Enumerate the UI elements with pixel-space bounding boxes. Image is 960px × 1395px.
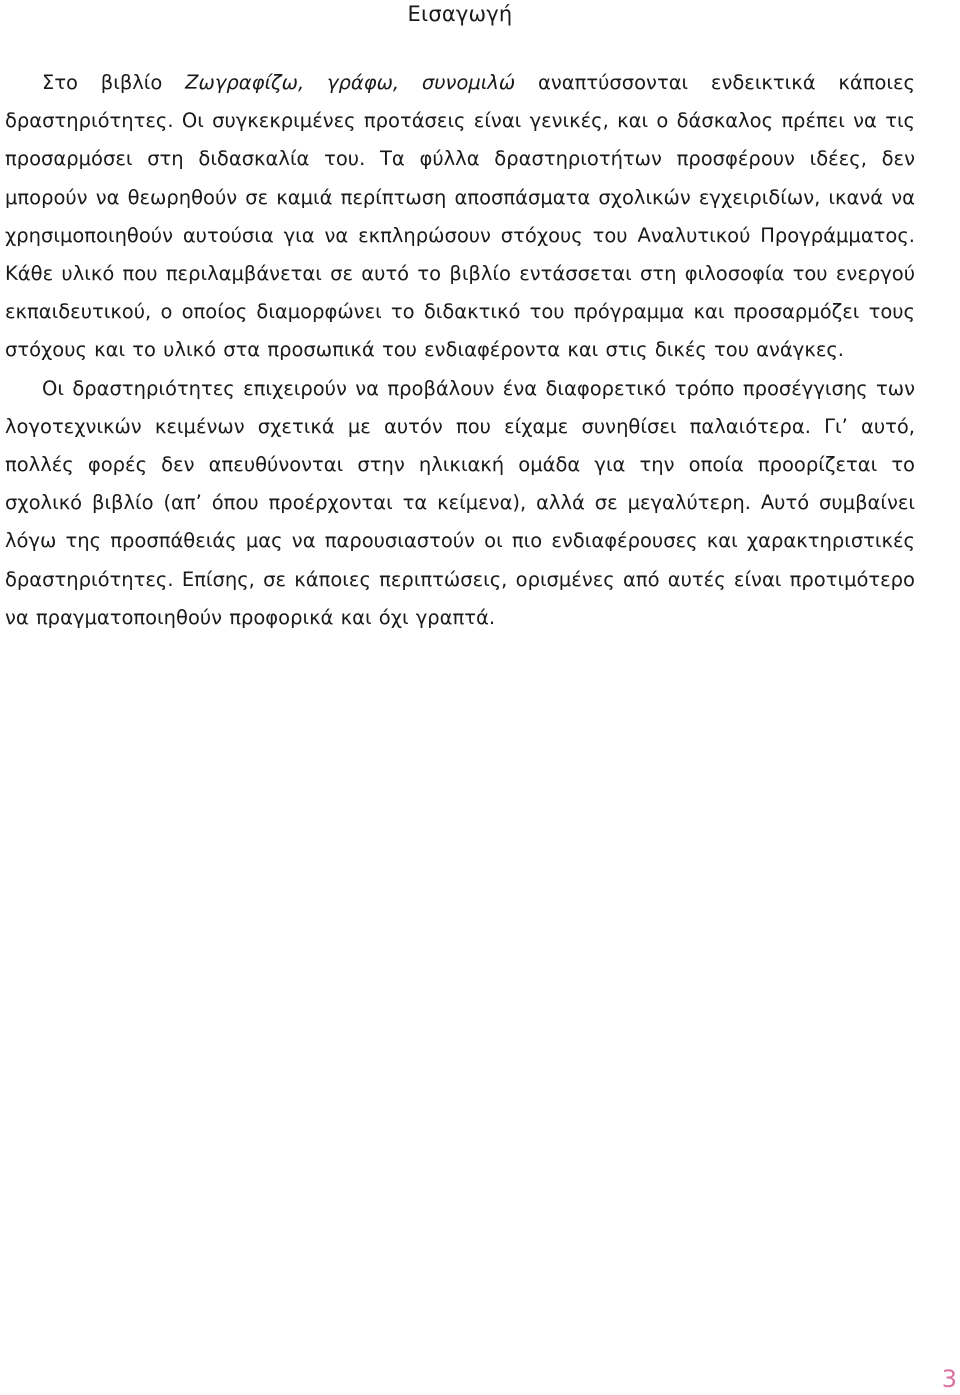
body-text	[5, 64, 915, 637]
paragraph-2: Οι δραστηριότητες επιχειρούν να προβάλουν ένα διαφορετικό τρόπο προσέγγισης των λογοτεχνικών κειμένων σχετικά με αυτόν που είχαμε συνηθίσει παλαιότερα. Γι’ αυτό, πολλές φορές δεν απευθύνονται στην ηλικιακή ομάδα για την οποία προορίζεται το σχολικό βιβλίο (απ’ όπου προέρχονται τα κείμενα), αλλά σε μεγαλύτερη. Αυτό συμβαίνει λόγω της προσπάθειάς μας να παρουσιαστούν οι πιο ενδιαφέρουσες και χαρακτηριστικές δραστηριότητες. Επίσης, σε κάποιες περιπτώσεις, ορισμένες από αυτές είναι προτιμότερο να πραγματοποιηθούν προφορικά και όχι γραπτά.	[5, 376, 915, 629]
paragraph-1-body: αναπτύσσονται ενδεικτικά κάποιες δραστηριότητες. Οι συγκεκριμένες προτάσεις είναι γενικές, και ο δάσκαλος πρέπει να τις προσαρμόσει στη διδασκαλία του. Τα φύλλα δραστηριοτήτων προσφέρουν ιδέες, δεν μπορούν να θεωρηθούν σε καμιά περίπτωση αποσπάσματα σχολικών εγχειριδίων, ικανά να χρησιμοποιηθούν αυτούσια για να εκπληρώσουν στόχους του Αναλυτικού Προγράμματος. Κάθε υλικό που περιλαμβάνεται σε αυτό το βιβλίο εντάσσεται στη φιλοσοφία του ενεργού εκπαιδευτικού, ο οποίος διαμορφώνει το διδακτικό του πρόγραμμα και προσαρμόζει τους στόχους και το υλικό στα προσωπικά του ενδιαφέροντα και στις δικές του ανάγκες.	[5, 71, 915, 362]
page-title: Εισαγωγή	[407, 2, 513, 26]
paragraph-1	[5, 64, 915, 370]
book-title-italic: Ζωγραφίζω, γράφω, συνομιλώ	[185, 71, 516, 94]
paragraph-1-lead: Στο βιβλίο	[42, 71, 186, 94]
page-number: 3	[941, 1365, 957, 1393]
